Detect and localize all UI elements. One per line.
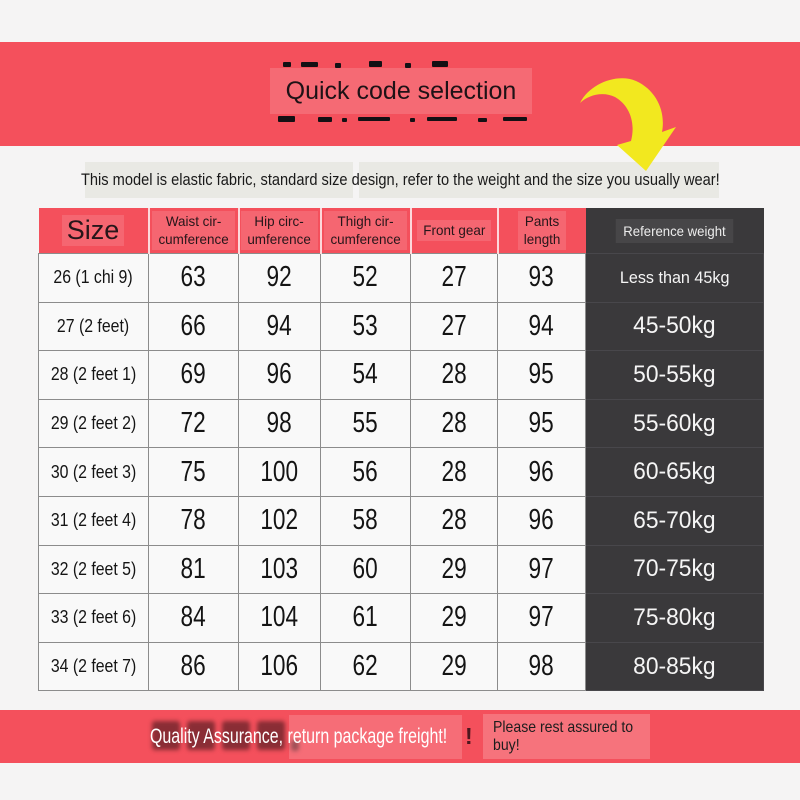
- cell-hip: 104: [239, 594, 321, 643]
- cell-front-gear: 28: [411, 351, 498, 400]
- cell-reference-weight: 75-80kg: [586, 594, 764, 643]
- cell-front-gear: 28: [411, 448, 498, 497]
- cell-size: 29 (2 feet 2): [39, 399, 149, 448]
- table-row: [39, 302, 764, 351]
- cell-hip: 96: [239, 351, 321, 400]
- cell-reference-weight: 60-65kg: [586, 448, 764, 497]
- cell-waist: 66: [149, 302, 239, 351]
- covered-text-fragment: [427, 117, 457, 121]
- cell-front-gear: 28: [411, 496, 498, 545]
- info-text: This model is elastic fabric, standard size design, refer to the weight and the size you usually wear!: [80, 170, 720, 189]
- cell-size: 32 (2 feet 5): [39, 545, 149, 594]
- size-table: [38, 208, 764, 691]
- cell-reference-weight: 50-55kg: [586, 351, 764, 400]
- covered-text-fragment: [503, 117, 527, 121]
- cell-pants-length: 95: [498, 351, 586, 400]
- page-title: Quick code selection: [285, 76, 517, 105]
- column-header-reference-weight: Reference weight: [586, 208, 764, 254]
- table-row: [39, 545, 764, 594]
- covered-text-fragment: [283, 62, 291, 67]
- cell-waist: 86: [149, 642, 239, 691]
- cell-thigh: 62: [321, 642, 411, 691]
- cell-front-gear: 29: [411, 642, 498, 691]
- table-row: [39, 254, 764, 303]
- cell-hip: 94: [239, 302, 321, 351]
- size-table-body: [39, 254, 764, 691]
- cell-size: 27 (2 feet): [39, 302, 149, 351]
- column-header-pants-length: Pants length: [498, 208, 586, 254]
- cell-front-gear: 27: [411, 254, 498, 303]
- cell-reference-weight: 45-50kg: [586, 302, 764, 351]
- footer-quality-text: Quality Assurance, return package freight!: [150, 724, 448, 748]
- table-row: [39, 594, 764, 643]
- cell-pants-length: 96: [498, 496, 586, 545]
- cell-pants-length: 95: [498, 399, 586, 448]
- cell-waist: 81: [149, 545, 239, 594]
- cell-front-gear: 29: [411, 545, 498, 594]
- cell-reference-weight: 80-85kg: [586, 642, 764, 691]
- covered-text-fragment: [358, 117, 390, 121]
- cell-pants-length: 98: [498, 642, 586, 691]
- cell-thigh: 55: [321, 399, 411, 448]
- cell-front-gear: 29: [411, 594, 498, 643]
- covered-text-fragment: [478, 118, 487, 122]
- covered-text-fragment: [278, 116, 295, 122]
- column-header-thigh: Thigh cir- cumference: [321, 208, 411, 254]
- cell-size: 28 (2 feet 1): [39, 351, 149, 400]
- cell-reference-weight: 65-70kg: [586, 496, 764, 545]
- cell-pants-length: 96: [498, 448, 586, 497]
- cell-thigh: 58: [321, 496, 411, 545]
- cell-waist: 72: [149, 399, 239, 448]
- cell-hip: 100: [239, 448, 321, 497]
- cell-hip: 106: [239, 642, 321, 691]
- covered-text-fragment: [369, 61, 382, 67]
- cell-reference-weight: 70-75kg: [586, 545, 764, 594]
- cell-waist: 75: [149, 448, 239, 497]
- footer-exclamation: !: [465, 723, 473, 749]
- cell-thigh: 53: [321, 302, 411, 351]
- column-header-front-gear: Front gear: [411, 208, 498, 254]
- cell-thigh: 52: [321, 254, 411, 303]
- footer-assurance-text: Please rest assured to buy!: [493, 718, 634, 754]
- table-row: [39, 351, 764, 400]
- cell-pants-length: 93: [498, 254, 586, 303]
- covered-text-fragment: [342, 118, 347, 122]
- column-header-size: Size: [39, 208, 149, 254]
- cell-thigh: 54: [321, 351, 411, 400]
- covered-text-fragment: [301, 62, 318, 67]
- table-row: [39, 448, 764, 497]
- cell-size: 26 (1 chi 9): [39, 254, 149, 303]
- cell-hip: 102: [239, 496, 321, 545]
- cell-waist: 78: [149, 496, 239, 545]
- covered-text-fragment: [432, 61, 448, 67]
- cell-waist: 63: [149, 254, 239, 303]
- covered-text-fragment: [410, 118, 415, 122]
- cell-size: 31 (2 feet 4): [39, 496, 149, 545]
- cell-thigh: 61: [321, 594, 411, 643]
- table-header-row: [39, 208, 764, 254]
- cell-hip: 92: [239, 254, 321, 303]
- table-row: [39, 399, 764, 448]
- cell-size: 33 (2 feet 6): [39, 594, 149, 643]
- cell-pants-length: 94: [498, 302, 586, 351]
- title-translation-overlay: [270, 68, 532, 114]
- cell-hip: 98: [239, 399, 321, 448]
- table-row: [39, 642, 764, 691]
- cell-pants-length: 97: [498, 594, 586, 643]
- cell-thigh: 56: [321, 448, 411, 497]
- cell-front-gear: 27: [411, 302, 498, 351]
- cell-thigh: 60: [321, 545, 411, 594]
- cell-size: 34 (2 feet 7): [39, 642, 149, 691]
- cell-waist: 84: [149, 594, 239, 643]
- column-header-waist: Waist cir- cumference: [149, 208, 239, 254]
- covered-text-fragment: [318, 117, 332, 122]
- cell-reference-weight: 55-60kg: [586, 399, 764, 448]
- column-header-hip: Hip circ- umference: [239, 208, 321, 254]
- table-row: [39, 496, 764, 545]
- footer-bar: [0, 710, 800, 763]
- cell-waist: 69: [149, 351, 239, 400]
- cell-front-gear: 28: [411, 399, 498, 448]
- cell-hip: 103: [239, 545, 321, 594]
- cell-size: 30 (2 feet 3): [39, 448, 149, 497]
- cell-pants-length: 97: [498, 545, 586, 594]
- arrow-down-icon: [565, 70, 695, 180]
- cell-reference-weight: Less than 45kg: [586, 254, 764, 303]
